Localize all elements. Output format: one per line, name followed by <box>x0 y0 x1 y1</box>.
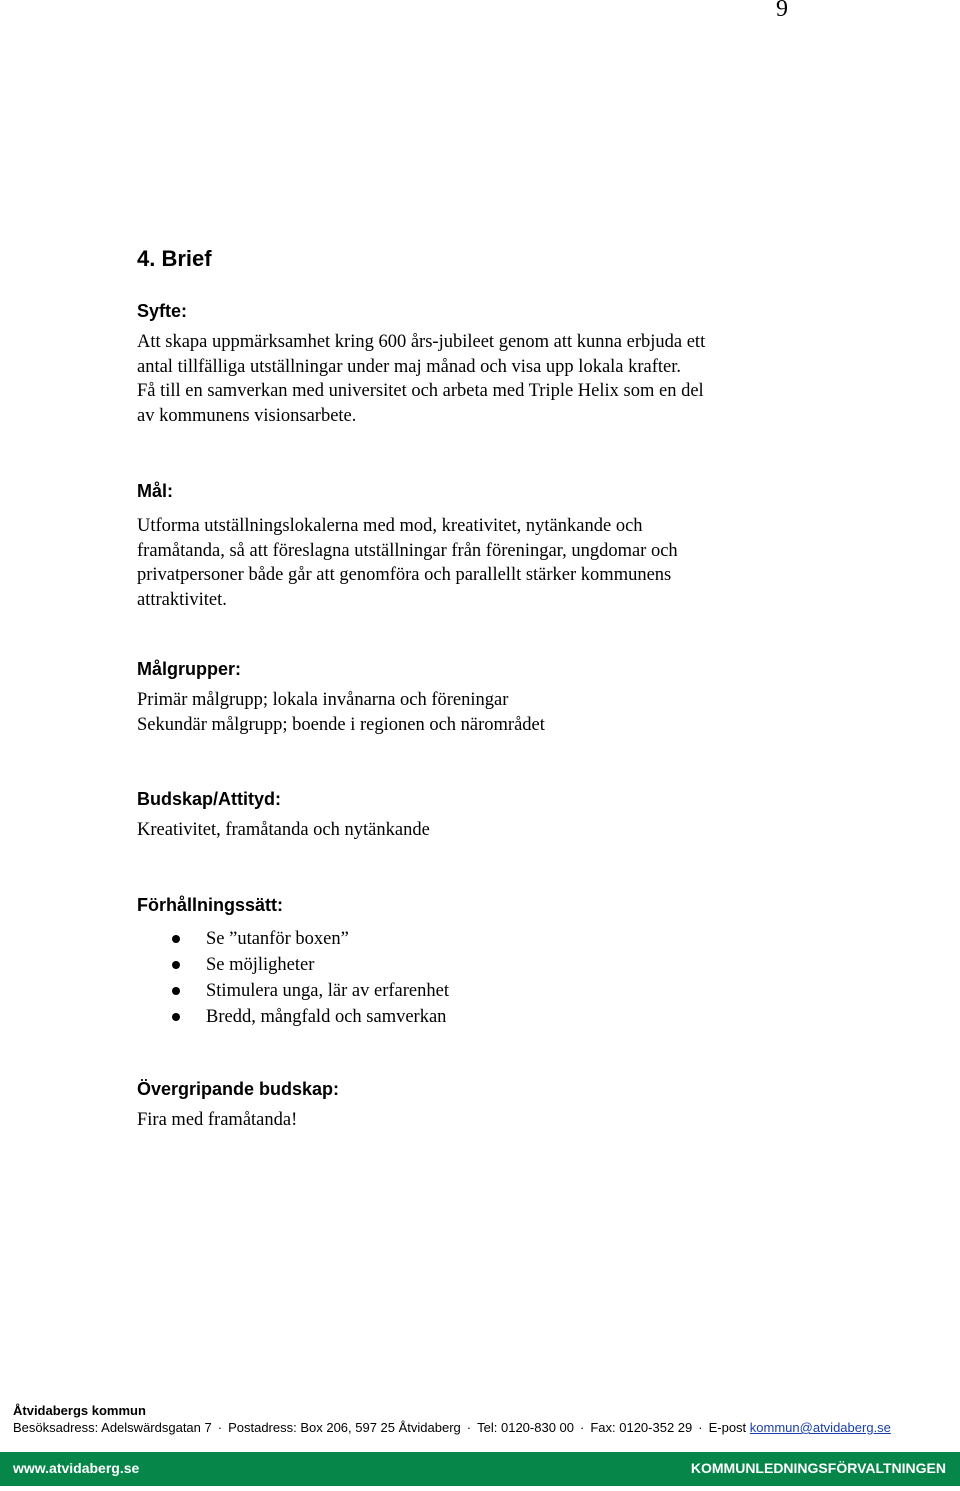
visit-address: Besöksadress: Adelswärdsgatan 7 <box>13 1420 212 1435</box>
postal-address: Postadress: Box 206, 597 25 Åtvidaberg <box>228 1420 461 1435</box>
syfte-title: Syfte: <box>137 301 188 321</box>
budskap-title: Budskap/Attityd: <box>137 789 281 809</box>
department-name: KOMMUNLEDNINGSFÖRVALTNINGEN <box>690 1460 946 1476</box>
email-label: E-post <box>708 1420 747 1435</box>
email-link[interactable]: kommun@atvidaberg.se <box>749 1420 891 1435</box>
bottom-bar <box>0 1452 960 1486</box>
mal-line: framåtanda, så att föreslagna utställningar från föreningar, ungdomar och <box>137 540 678 561</box>
mal-line: Utforma utställningslokalerna med mod, kreativitet, nytänkande och <box>137 516 643 536</box>
list-item <box>137 952 827 978</box>
forhallningssatt-title: Förhållningssätt: <box>137 895 284 915</box>
malgrupper-title: Målgrupper: <box>137 659 242 679</box>
list-item-text: Se möjligheter <box>206 955 315 975</box>
footer-org-name: Åtvidabergs kommun <box>13 1403 146 1418</box>
list-item-text: Stimulera unga, lär av erfarenhet <box>206 981 449 1001</box>
syfte-line: Att skapa uppmärksamhet kring 600 års-jubileet genom att kunna erbjuda ett <box>137 332 706 352</box>
list-item-text: Se ”utanför boxen” <box>206 929 349 949</box>
mal-title: Mål: <box>137 481 173 501</box>
primary-target-group: Primär målgrupp; lokala invånarna och föreningar <box>137 690 509 710</box>
bullet-icon <box>172 961 180 969</box>
bullet-icon <box>172 1013 180 1021</box>
brief-content <box>137 242 837 1130</box>
footer-contact-line <box>13 1419 947 1436</box>
syfte-line: av kommunens visionsarbete. <box>137 405 357 426</box>
malgrupper-section <box>137 656 827 737</box>
forhallningssatt-section <box>137 892 827 1030</box>
syfte-line: Få till en samverkan med universitet och arbeta med Triple Helix som en del <box>137 381 704 401</box>
fax: Fax: 0120-352 29 <box>590 1420 693 1435</box>
syfte-section <box>137 298 827 428</box>
mal-line: privatpersoner både går att genomföra och parallellt stärker kommunens <box>137 565 672 585</box>
footer-separator: · <box>698 1420 703 1435</box>
bullet-icon <box>172 935 180 943</box>
mal-line: attraktivitet. <box>137 589 227 610</box>
bullet-icon <box>172 987 180 995</box>
budskap-text: Kreativitet, framåtanda och nytänkande <box>137 820 430 840</box>
approach-list <box>137 926 827 1030</box>
footer-separator: · <box>466 1420 472 1435</box>
website-link[interactable]: www.atvidaberg.se <box>13 1460 140 1476</box>
syfte-line: antal tillfälliga utställningar under maj månad och visa upp lokala krafter. <box>137 356 682 377</box>
secondary-target-group: Sekundär målgrupp; boende i regionen och närområdet <box>137 714 545 735</box>
overgripande-section <box>137 1076 827 1133</box>
mal-section <box>137 478 827 612</box>
footer-separator: · <box>580 1420 585 1435</box>
page-number: 9 <box>776 0 788 22</box>
budskap-section <box>137 786 827 843</box>
footer <box>13 1402 947 1436</box>
phone: Tel: 0120-830 00 <box>477 1420 574 1435</box>
section-heading: 4. Brief <box>137 246 212 271</box>
footer-separator: · <box>217 1420 223 1435</box>
list-item <box>137 926 827 952</box>
list-item <box>137 978 827 1004</box>
list-item-text: Bredd, mångfald och samverkan <box>206 1007 447 1027</box>
overgripande-text: Fira med framåtanda! <box>137 1110 298 1130</box>
list-item <box>137 1004 827 1030</box>
overgripande-title: Övergripande budskap: <box>137 1079 340 1099</box>
